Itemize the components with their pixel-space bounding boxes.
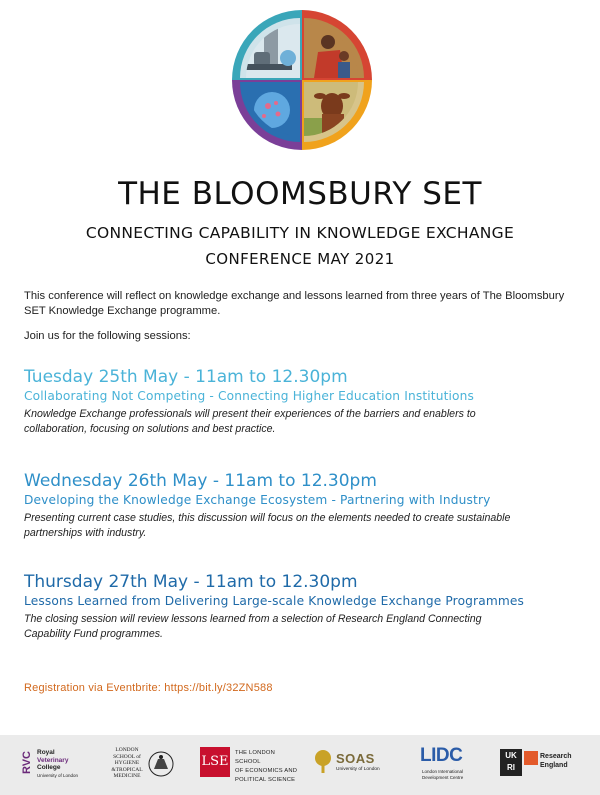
join-text: Join us for the following sessions: — [24, 330, 191, 342]
rvc-name-line: College — [37, 764, 61, 771]
session-title: Collaborating Not Competing - Connecting Higher Education Institutions — [24, 389, 475, 403]
rvc-subtitle: University of London — [37, 772, 79, 778]
rvc-name-line: Veterinary — [37, 756, 69, 764]
lidc-line: London International — [422, 769, 464, 774]
soas-tree-icon — [312, 749, 334, 775]
lse-line: THE LONDON SCHOOL — [235, 750, 276, 765]
bloomsbury-set-logo — [228, 6, 376, 154]
session-date: Thursday 27th May - 11am to 12.30pm — [24, 572, 358, 592]
conference-date: CONFERENCE MAY 2021 — [205, 250, 395, 268]
rvc-mark: RVC — [21, 751, 33, 775]
microscope-image — [228, 6, 302, 80]
registration-link[interactable]: Registration via Eventbrite: https://bit.ly/32ZN588 — [24, 682, 273, 694]
session-description: The closing session will review lessons learned from a selection of Research England Connecting Capability Fund programmes. — [24, 613, 482, 640]
ukri-mark: RI — [507, 763, 515, 772]
soas-subtitle: University of London — [336, 767, 380, 772]
lshtm-line: HYGIENE — [114, 760, 140, 766]
soas-logo — [312, 743, 392, 787]
lidc-logo — [420, 743, 490, 787]
session-date: Wednesday 26th May - 11am to 12.30pm — [24, 471, 377, 491]
ukri-line: England — [540, 762, 568, 769]
lse-line: POLITICAL SCIENCE — [235, 777, 296, 783]
lshtm-line: MEDICINE — [113, 773, 141, 779]
lse-logo — [200, 743, 300, 787]
session-description: Presenting current case studies, this discussion will focus on the elements needed to create sustainable partnerships with industry. — [24, 512, 511, 539]
ukri-research-england-logo — [500, 743, 590, 787]
petri-dish-image — [228, 80, 302, 154]
lshtm-line: &TROPICAL — [111, 766, 143, 773]
lshtm-logo — [108, 743, 178, 787]
session-thursday — [24, 571, 584, 642]
ukri-mark: UK — [505, 751, 517, 760]
page-subtitle: CONNECTING CAPABILITY IN KNOWLEDGE EXCHANGE — [85, 224, 515, 242]
ukri-accent-square — [524, 751, 538, 765]
session-wednesday — [24, 470, 584, 541]
farmers-image — [302, 6, 376, 80]
calf-image — [302, 80, 376, 154]
rvc-logo — [22, 743, 86, 787]
lshtm-crest-icon — [148, 749, 174, 779]
lse-line: OF ECONOMICS AND — [235, 768, 298, 774]
partner-logos-footer — [0, 735, 600, 795]
session-title: Developing the Knowledge Exchange Ecosystem - Partnering with Industry — [24, 493, 491, 507]
session-description: Knowledge Exchange professionals will present their experiences of the barriers and enablers to collaboration, focusing on solutions and best practice. — [24, 408, 476, 435]
lse-mark: LSE — [200, 747, 230, 777]
lshtm-line: SCHOOL of — [113, 753, 141, 760]
page-title: THE BLOOMSBURY SET — [118, 176, 482, 212]
session-title: Lessons Learned from Delivering Large-scale Knowledge Exchange Programmes — [24, 594, 525, 608]
session-tuesday — [24, 366, 584, 437]
soas-mark: SOAS — [336, 751, 375, 766]
session-date: Tuesday 25th May - 11am to 12.30pm — [24, 367, 348, 387]
lidc-mark: LIDC — [420, 745, 463, 766]
ukri-line: Research — [540, 753, 572, 760]
rvc-name-line: Royal — [37, 749, 55, 756]
intro-text: This conference will reflect on knowledge exchange and lessons learned from three years of The Bloomsbury SET Knowledge Exchange programme. — [24, 290, 565, 317]
lidc-line: Development Centre — [422, 774, 464, 780]
lshtm-line: LONDON — [115, 747, 139, 753]
